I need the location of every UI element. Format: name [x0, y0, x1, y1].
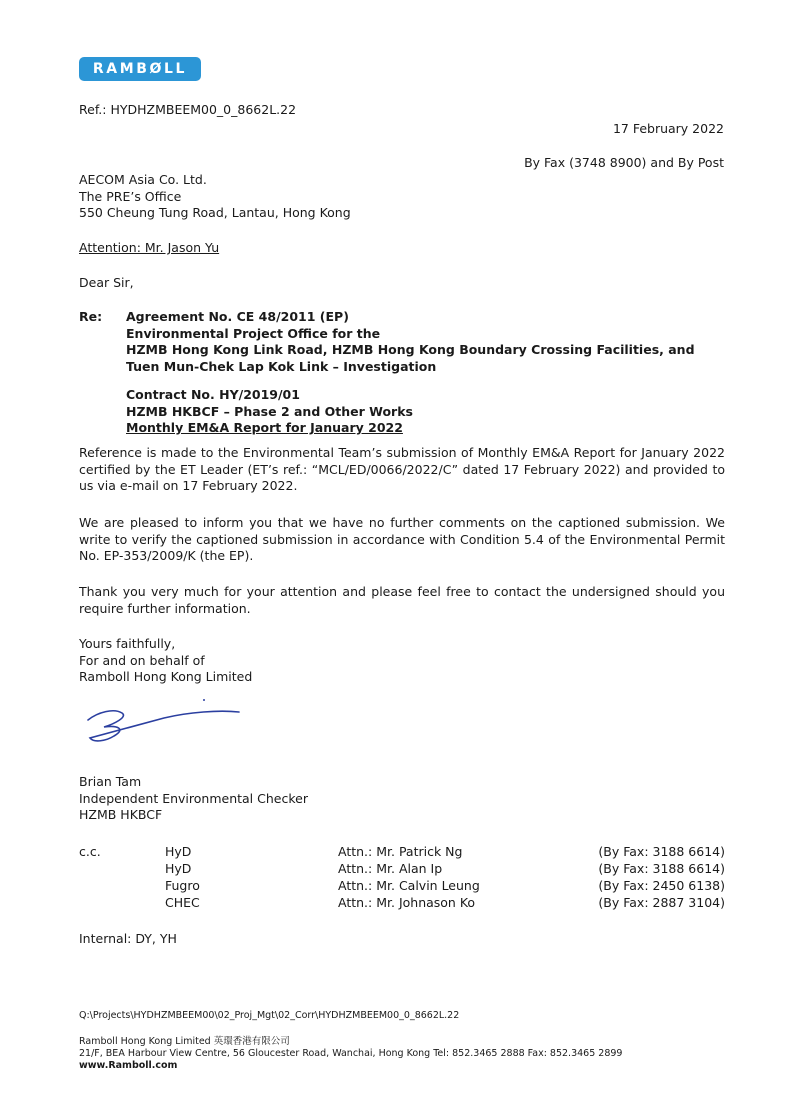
file-path: Q:\Projects\HYDHZMBEEM00\02_Proj_Mgt\02_Corr\HYDHZMBEEM00_0_8662L.22 [79, 1010, 460, 1021]
footer-block [79, 1036, 622, 1072]
signatory-org: HZMB HKBCF [79, 807, 163, 822]
cc-fax: (By Fax: 3188 6614) [598, 844, 725, 859]
cc-label: c.c. [79, 844, 101, 859]
handwritten-signature [84, 696, 244, 752]
subject-works: HZMB HKBCF – Phase 2 and Other Works [126, 403, 413, 419]
closing-company: Ramboll Hong Kong Limited [79, 669, 253, 684]
subject-projects-cont: Tuen Mun-Chek Lap Kok Link – Investigation [126, 358, 437, 374]
signatory-block [79, 774, 308, 824]
cc-org: HyD [165, 844, 192, 859]
cc-attn: Attn.: Mr. Alan Ip [338, 861, 443, 876]
subject-agreement: Agreement No. CE 48/2011 (EP) [126, 309, 349, 324]
cc-org: HyD [165, 861, 192, 876]
footer-address: 21/F, BEA Harbour View Centre, 56 Gloucester Road, Wanchai, Hong Kong Tel: 852.3465 2888 Fax: 852.3465 2899 [79, 1048, 623, 1059]
signatory-title: Independent Environmental Checker [79, 790, 308, 806]
cc-org: Fugro [165, 878, 200, 893]
subject-report: Monthly EM&A Report for January 2022 [126, 420, 403, 435]
closing-block [79, 636, 252, 686]
subject-projects: HZMB Hong Kong Link Road, HZMB Hong Kong Boundary Crossing Facilities, and [126, 342, 695, 357]
subject-block [126, 309, 726, 437]
recipient-street: 550 Cheung Tung Road, Lantau, Hong Kong [79, 205, 351, 220]
recipient-office: The PRE’s Office [79, 188, 182, 204]
cc-row [165, 861, 725, 878]
body-paragraph-2: We are pleased to inform you that we have no further comments on the captioned submission. We write to verify the captioned submission in accordance with Condition 5.4 of the Environmental Permit No. EP-353/2009/K (the EP). [79, 515, 725, 563]
subject-office: Environmental Project Office for the [126, 325, 381, 341]
closing-yours: Yours faithfully, [79, 636, 176, 651]
internal-distribution: Internal: DY, YH [79, 931, 177, 946]
body-paragraph-3: Thank you very much for your attention and please feel free to contact the undersigned should you require further information. [79, 584, 725, 616]
delivery-method: By Fax (3748 8900) and By Post [524, 155, 724, 170]
salutation: Dear Sir, [79, 275, 134, 290]
closing-behalf: For and on behalf of [79, 652, 205, 668]
subject-contract: Contract No. HY/2019/01 [126, 387, 300, 402]
attention-line: Attention: Mr. Jason Yu [79, 240, 220, 255]
letter-date: 17 February 2022 [612, 121, 724, 136]
footer-website-link[interactable]: www.Ramboll.com [79, 1060, 178, 1071]
recipient-company: AECOM Asia Co. Ltd. [79, 172, 207, 187]
body-paragraph-1: Reference is made to the Environmental Team’s submission of Monthly EM&A Report for January 2022 certified by the ET Leader (ET’s ref.: “MCL/ED/0066/2022/C” dated 17 February 2022) and provided to us via e-mail on 17 February 2022. [79, 445, 725, 493]
footer-company: Ramboll Hong Kong Limited 英環香港有限公司 [79, 1036, 290, 1047]
cc-row [165, 878, 725, 895]
cc-fax: (By Fax: 2887 3104) [598, 895, 725, 910]
cc-fax: (By Fax: 2450 6138) [598, 878, 725, 893]
cc-row [165, 844, 725, 861]
reference-number: Ref.: HYDHZMBEEM00_0_8662L.22 [79, 102, 297, 117]
company-logo: RAMBØLL [79, 57, 201, 81]
re-label: Re: [79, 309, 103, 324]
cc-attn: Attn.: Mr. Calvin Leung [338, 878, 480, 893]
cc-attn: Attn.: Mr. Patrick Ng [338, 844, 463, 859]
cc-row [165, 895, 725, 912]
cc-list [165, 844, 725, 912]
cc-fax: (By Fax: 3188 6614) [598, 861, 725, 876]
recipient-address [79, 172, 351, 222]
cc-attn: Attn.: Mr. Johnason Ko [338, 895, 476, 910]
signatory-name: Brian Tam [79, 774, 142, 789]
cc-org: CHEC [165, 895, 200, 910]
